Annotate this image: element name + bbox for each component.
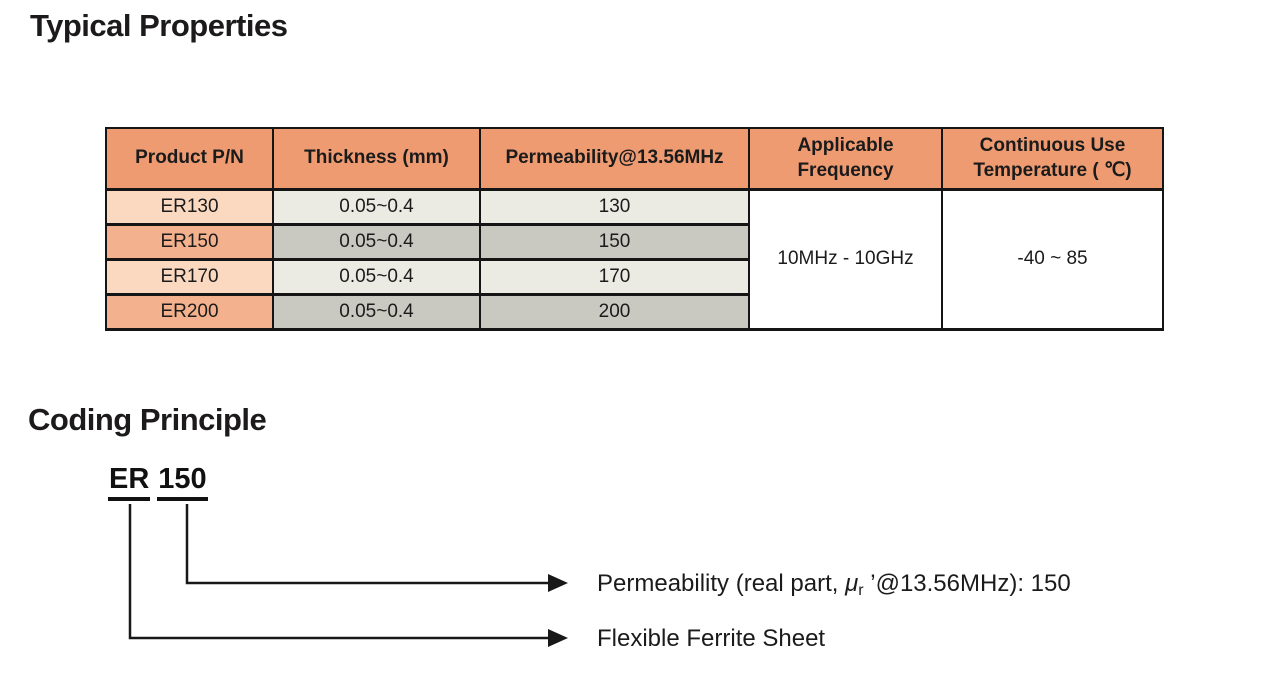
col-header-applicable-frequency-line2: Frequency	[797, 160, 894, 182]
typical-properties-title: Typical Properties	[30, 8, 288, 43]
table-header-row	[106, 128, 1163, 189]
col-header-thickness: Thickness (mm)	[273, 128, 480, 189]
thickness-cell: 0.05~0.4	[273, 294, 480, 329]
arrowhead-permeability-icon	[548, 574, 568, 592]
table-row	[106, 189, 1163, 224]
col-header-continuous-use-temperature	[942, 128, 1163, 189]
product-code-prefix: ER	[108, 463, 150, 501]
product-pn-cell: ER130	[106, 189, 273, 224]
col-header-product-pn: Product P/N	[106, 128, 273, 189]
typical-properties-table	[105, 127, 1164, 331]
arrowhead-sheet-icon	[548, 629, 568, 647]
product-code	[108, 463, 208, 501]
permeability-code-label	[597, 570, 1071, 600]
thickness-cell: 0.05~0.4	[273, 224, 480, 259]
col-header-applicable-frequency	[749, 128, 942, 189]
coding-principle-title: Coding Principle	[28, 402, 267, 437]
product-pn-cell: ER200	[106, 294, 273, 329]
applicable-frequency-cell: 10MHz - 10GHz	[749, 189, 942, 329]
col-header-continuous-use-temperature-line2: Temperature ( ℃)	[973, 160, 1132, 182]
mu-subscript: r	[858, 582, 864, 599]
ferrite-sheet-label: Flexible Ferrite Sheet	[597, 625, 826, 652]
permeability-cell: 130	[480, 189, 749, 224]
thickness-cell: 0.05~0.4	[273, 259, 480, 294]
permeability-cell: 170	[480, 259, 749, 294]
connector-line-sheet	[130, 504, 549, 638]
product-pn-cell: ER170	[106, 259, 273, 294]
permeability-code-label-suffix: ’@13.56MHz): 150	[863, 570, 1071, 597]
permeability-code-label-prefix: Permeability (real part,	[597, 570, 846, 597]
col-header-continuous-use-temperature-line1: Continuous Use	[979, 134, 1126, 156]
continuous-use-temperature-cell: -40 ~ 85	[942, 189, 1163, 329]
product-code-value: 150	[157, 463, 207, 501]
permeability-cell: 200	[480, 294, 749, 329]
connector-line-permeability	[187, 504, 549, 583]
col-header-applicable-frequency-line1: Applicable	[797, 134, 894, 156]
permeability-cell: 150	[480, 224, 749, 259]
product-pn-cell: ER150	[106, 224, 273, 259]
col-header-permeability: Permeability@13.56MHz	[480, 128, 749, 189]
mu-symbol: μ	[845, 570, 859, 597]
thickness-cell: 0.05~0.4	[273, 189, 480, 224]
